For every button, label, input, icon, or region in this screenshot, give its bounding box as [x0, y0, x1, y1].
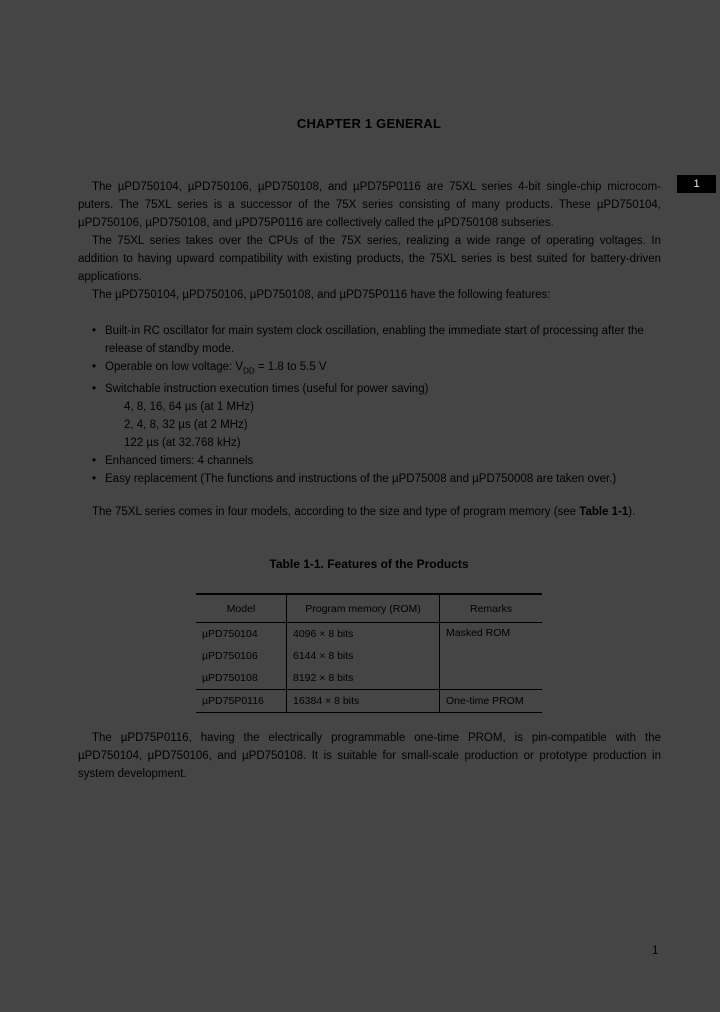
header-remarks: Remarks: [440, 594, 543, 623]
cell-rom: 6144 × 8 bits: [287, 645, 440, 667]
models-paragraph: [78, 503, 661, 521]
sub-item: 122 µs (at 32.768 kHz): [124, 437, 241, 450]
cell-rom: 8192 × 8 bits: [287, 667, 440, 690]
table-header-row: [196, 594, 542, 623]
header-rom: Program memory (ROM): [287, 594, 440, 623]
feature-text: = 1.8 to 5.5 V: [254, 361, 327, 373]
bullet-icon: •: [92, 473, 97, 486]
cell-model: µPD750108: [196, 667, 287, 690]
sub-item: 2, 4, 8, 32 µs (at 2 MHz): [124, 419, 248, 432]
models-text-end: ).: [628, 506, 636, 518]
feature-text: Switchable instruction execution times (useful for power saving): [105, 383, 429, 396]
table-row: [196, 690, 542, 713]
page-number: 1: [652, 945, 659, 957]
cell-model: µPD750106: [196, 645, 287, 667]
bullet-icon: •: [92, 325, 97, 337]
table-reference: Table 1-1: [579, 506, 629, 518]
header-model: Model: [196, 594, 287, 623]
vdd-subscript: DD: [243, 366, 255, 376]
feature-text: Enhanced timers: 4 channels: [105, 455, 254, 468]
models-text: The 75XL series comes in four models, according to the size and type of program memory (see: [92, 506, 580, 518]
cell-rom: 16384 × 8 bits: [287, 690, 440, 713]
feature-text: Built-in RC oscillator for main system clock oscillation, enabling the immediate start of processing after the release of standby mode.: [105, 325, 644, 355]
intro-section: [78, 178, 661, 304]
intro-paragraph-1: The µPD750104, µPD750106, µPD750108, and µPD75P0116 are 75XL series 4-bit single-chip microcom-puters. The 75XL series is a successor of the 75X series consisting of many products. These µPD750104, µPD750106, µPD750108, and µPD75P0116 are collectively called the µPD750108 subseries.: [78, 181, 661, 229]
cell-rom: 4096 × 8 bits: [287, 623, 440, 646]
bullet-icon: •: [92, 361, 97, 373]
feature-text: Easy replacement (The functions and instructions of the µPD75008 and µPD750008 are taken over.): [105, 473, 617, 486]
chapter-title: CHAPTER 1 GENERAL: [296, 116, 442, 131]
feature-list: [92, 322, 662, 488]
cell-remarks: One-time PROM: [440, 690, 543, 713]
intro-paragraph-3: The µPD750104, µPD750106, µPD750108, and µPD75P0116 have the following features:: [92, 289, 551, 301]
closing-paragraph: [78, 729, 661, 783]
list-item: [92, 452, 662, 470]
sub-item: 4, 8, 16, 64 µs (at 1 MHz): [124, 401, 254, 414]
bullet-icon: •: [92, 383, 97, 396]
table-row: [196, 623, 542, 646]
list-item: [92, 470, 662, 488]
table-caption: Table 1-1. Features of the Products: [269, 557, 469, 571]
list-item: [92, 358, 662, 380]
list-item: [92, 322, 662, 358]
cell-model: µPD750104: [196, 623, 287, 646]
bullet-icon: •: [92, 455, 97, 468]
cell-remarks: Masked ROM: [446, 627, 511, 639]
list-item: [92, 380, 662, 452]
closing-text: The µPD75P0116, having the electrically programmable one-time PROM, is pin-compatible with the µPD750104, µPD750106, and µPD750108. It is suitable for small-scale production or prototype production in system development.: [78, 732, 661, 780]
intro-paragraph-2: The 75XL series takes over the CPUs of the 75X series, realizing a wide range of operating voltages. In addition to having upward compatibility with existing products, the 75XL series is best suited for battery-driven applications.: [78, 235, 661, 283]
chapter-tab: 1: [677, 175, 716, 193]
feature-text: Operable on low voltage: V: [105, 361, 244, 373]
features-table: [196, 593, 542, 713]
cell-model: µPD75P0116: [196, 690, 287, 713]
